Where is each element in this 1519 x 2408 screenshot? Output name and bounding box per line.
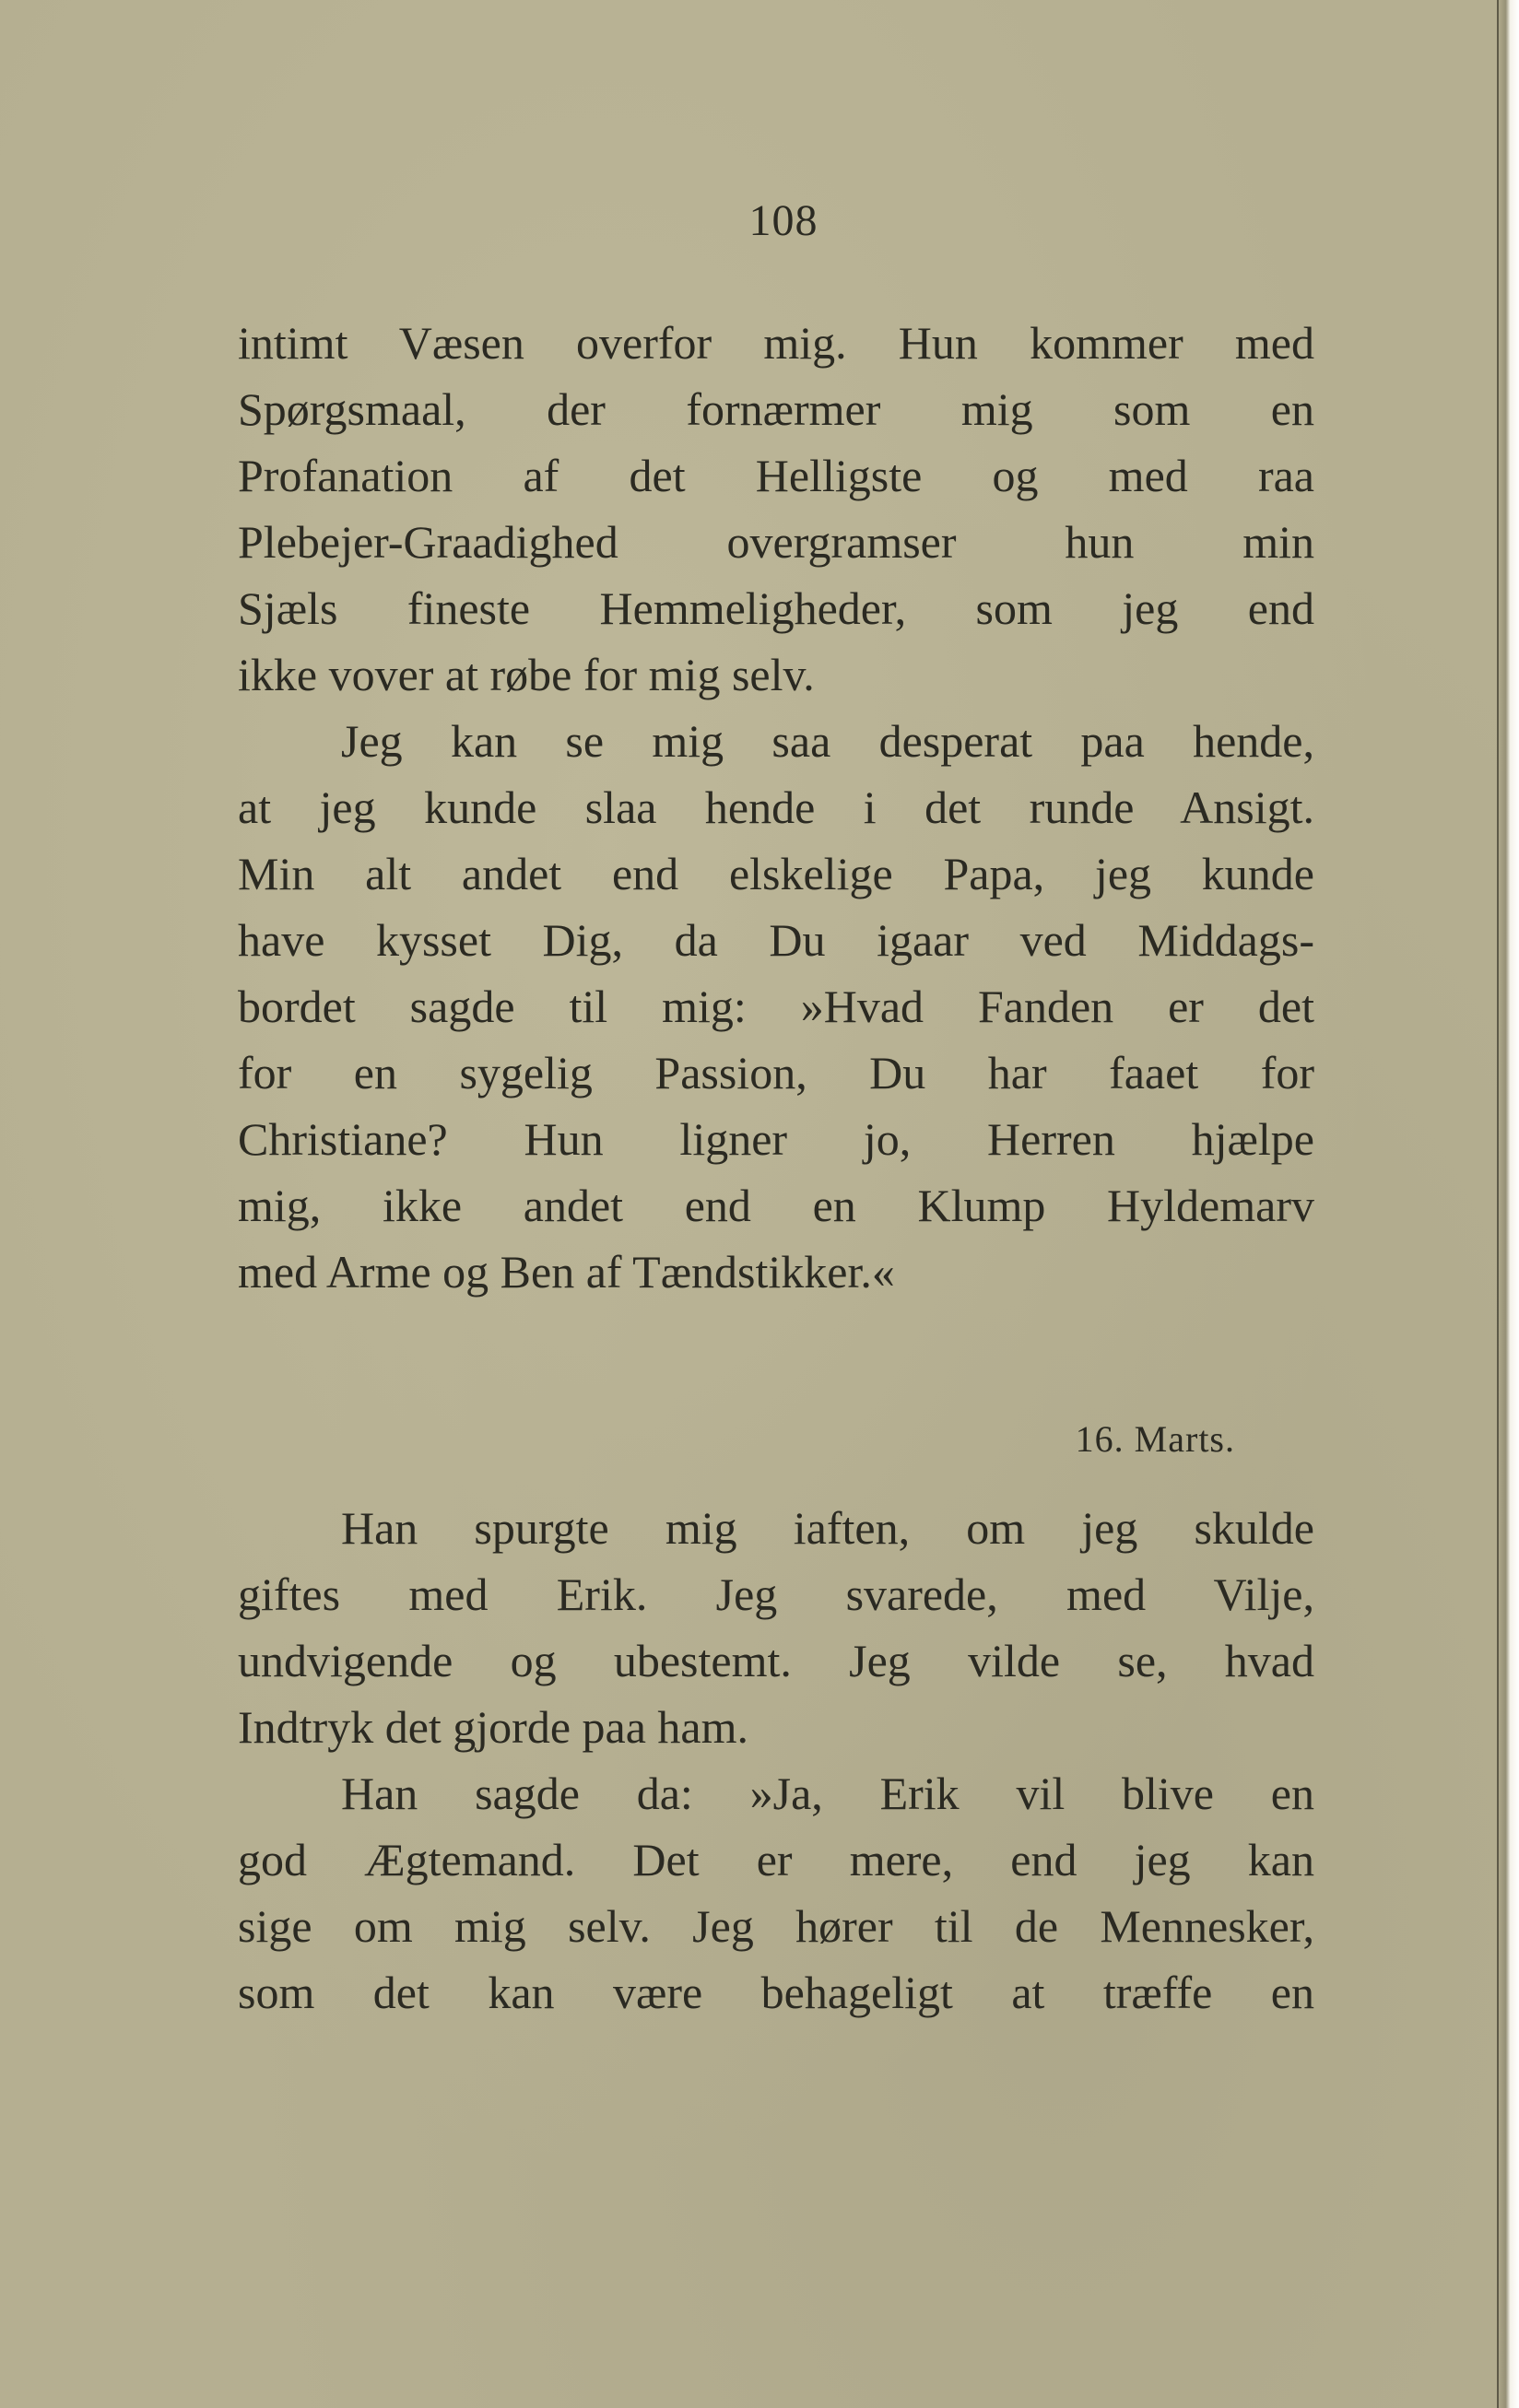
text-line: at jeg kunde slaa hende i det runde Ansigt. [238,781,1314,833]
text-line: Sjæls fineste Hemmeligheder, som jeg end [238,582,1314,634]
paragraph [238,1760,1314,2026]
text-block-after-date [238,1495,1314,2026]
text-line: Indtryk det gjorde paa ham. [238,1701,748,1753]
paragraph [238,310,1314,708]
date-heading: 16. Marts. [1075,1418,1235,1460]
text-block-before-date [238,310,1314,1305]
text-line: Plebejer-Graadighed overgramser hun min [238,516,1314,568]
text-line: med Arme og Ben af Tændstikker.« [238,1246,895,1298]
page-edge [1497,0,1519,2408]
text-line: mig, ikke andet end en Klump Hyldemarv [238,1180,1314,1231]
text-line: som det kan være behageligt at træffe en [238,1967,1314,2018]
text-line: have kysset Dig, da Du igaar ved Middags- [238,914,1314,966]
text-line: for en sygelig Passion, Du har faaet for [238,1047,1314,1098]
text-line: Spørgsmaal, der fornærmer mig som en [238,383,1314,435]
page-number: 108 [748,196,818,245]
text-line: giftes med Erik. Jeg svarede, med Vilje, [238,1568,1314,1620]
text-line: sige om mig selv. Jeg hører til de Mennesker, [238,1900,1314,1952]
text-line: Han spurgte mig iaften, om jeg skulde [341,1502,1314,1554]
text-line: intimt Væsen overfor mig. Hun kommer med [238,317,1314,369]
text-line: god Ægtemand. Det er mere, end jeg kan [238,1834,1314,1885]
paragraph [238,1495,1314,1760]
text-line: bordet sagde til mig: »Hvad Fanden er det [238,981,1314,1032]
text-line: undvigende og ubestemt. Jeg vilde se, hvad [238,1635,1314,1686]
text-line: Christiane? Hun ligner jo, Herren hjælpe [238,1113,1314,1165]
text-line: Min alt andet end elskelige Papa, jeg kunde [238,848,1314,899]
text-line: Jeg kan se mig saa desperat paa hende, [341,715,1314,767]
text-line: Profanation af det Helligste og med raa [238,450,1314,501]
paragraph [238,708,1314,1305]
text-line: Han sagde da: »Ja, Erik vil blive en [341,1768,1314,1819]
text-line: ikke vover at røbe for mig selv. [238,649,815,700]
